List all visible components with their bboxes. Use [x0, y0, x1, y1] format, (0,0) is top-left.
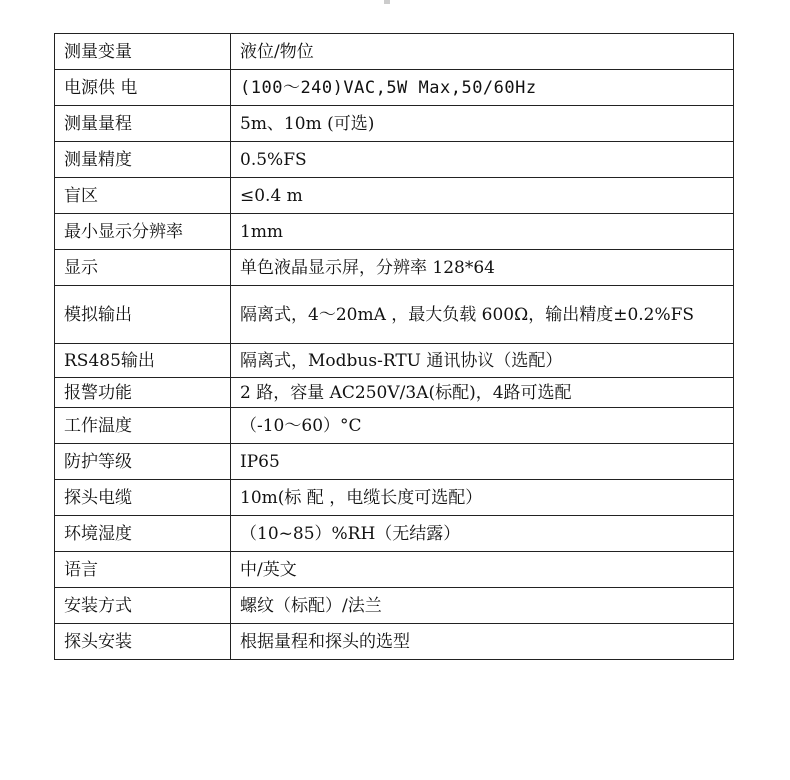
row-value: (100～240)VAC,5W Max,50/60Hz	[231, 70, 734, 106]
row-value: 隔离式，Modbus-RTU 通讯协议（选配）	[231, 344, 734, 378]
row-label: 防护等级	[55, 444, 231, 480]
row-value: 隔离式，4～20mA ，最大负载 600Ω，输出精度±0.2%FS	[231, 286, 734, 344]
table-row	[55, 142, 734, 178]
row-value: ≤0.4 m	[231, 178, 734, 214]
table-row	[55, 480, 734, 516]
table-row	[55, 286, 734, 344]
row-label: 安装方式	[55, 588, 231, 624]
table-row	[55, 344, 734, 378]
row-value: 螺纹（标配）/法兰	[231, 588, 734, 624]
row-label: 探头安装	[55, 624, 231, 660]
row-label: 测量精度	[55, 142, 231, 178]
table-row	[55, 516, 734, 552]
table-row	[55, 106, 734, 142]
row-label: 最小显示分辨率	[55, 214, 231, 250]
table-row	[55, 34, 734, 70]
table-row	[55, 624, 734, 660]
row-value: 液位/物位	[231, 34, 734, 70]
row-value: 0.5%FS	[231, 142, 734, 178]
table-row	[55, 588, 734, 624]
row-value: 5m、10m (可选)	[231, 106, 734, 142]
row-label: 语言	[55, 552, 231, 588]
row-value: 1mm	[231, 214, 734, 250]
row-label: 电源供 电	[55, 70, 231, 106]
row-label: 探头电缆	[55, 480, 231, 516]
table-row	[55, 378, 734, 408]
row-value: 10m(标 配 ，电缆长度可选配）	[231, 480, 734, 516]
row-label: 盲区	[55, 178, 231, 214]
table-row	[55, 250, 734, 286]
table-row	[55, 70, 734, 106]
table-row	[55, 444, 734, 480]
table-row	[55, 178, 734, 214]
row-label: 测量变量	[55, 34, 231, 70]
top-edge-mark	[384, 0, 390, 4]
row-label: 显示	[55, 250, 231, 286]
row-label: 测量量程	[55, 106, 231, 142]
row-value: （-10～60）°C	[231, 408, 734, 444]
spec-table	[54, 33, 734, 660]
row-label: RS485输出	[55, 344, 231, 378]
row-value: 2 路，容量 AC250V/3A(标配)，4路可选配	[231, 378, 734, 408]
row-label: 模拟输出	[55, 286, 231, 344]
table-row	[55, 408, 734, 444]
row-value: （10~85）%RH（无结露）	[231, 516, 734, 552]
table-row	[55, 552, 734, 588]
table-row	[55, 214, 734, 250]
row-value: 中/英文	[231, 552, 734, 588]
row-label: 环境湿度	[55, 516, 231, 552]
row-label: 报警功能	[55, 378, 231, 408]
row-value: 单色液晶显示屏，分辨率 128*64	[231, 250, 734, 286]
row-value: 根据量程和探头的选型	[231, 624, 734, 660]
row-value: IP65	[231, 444, 734, 480]
row-label: 工作温度	[55, 408, 231, 444]
